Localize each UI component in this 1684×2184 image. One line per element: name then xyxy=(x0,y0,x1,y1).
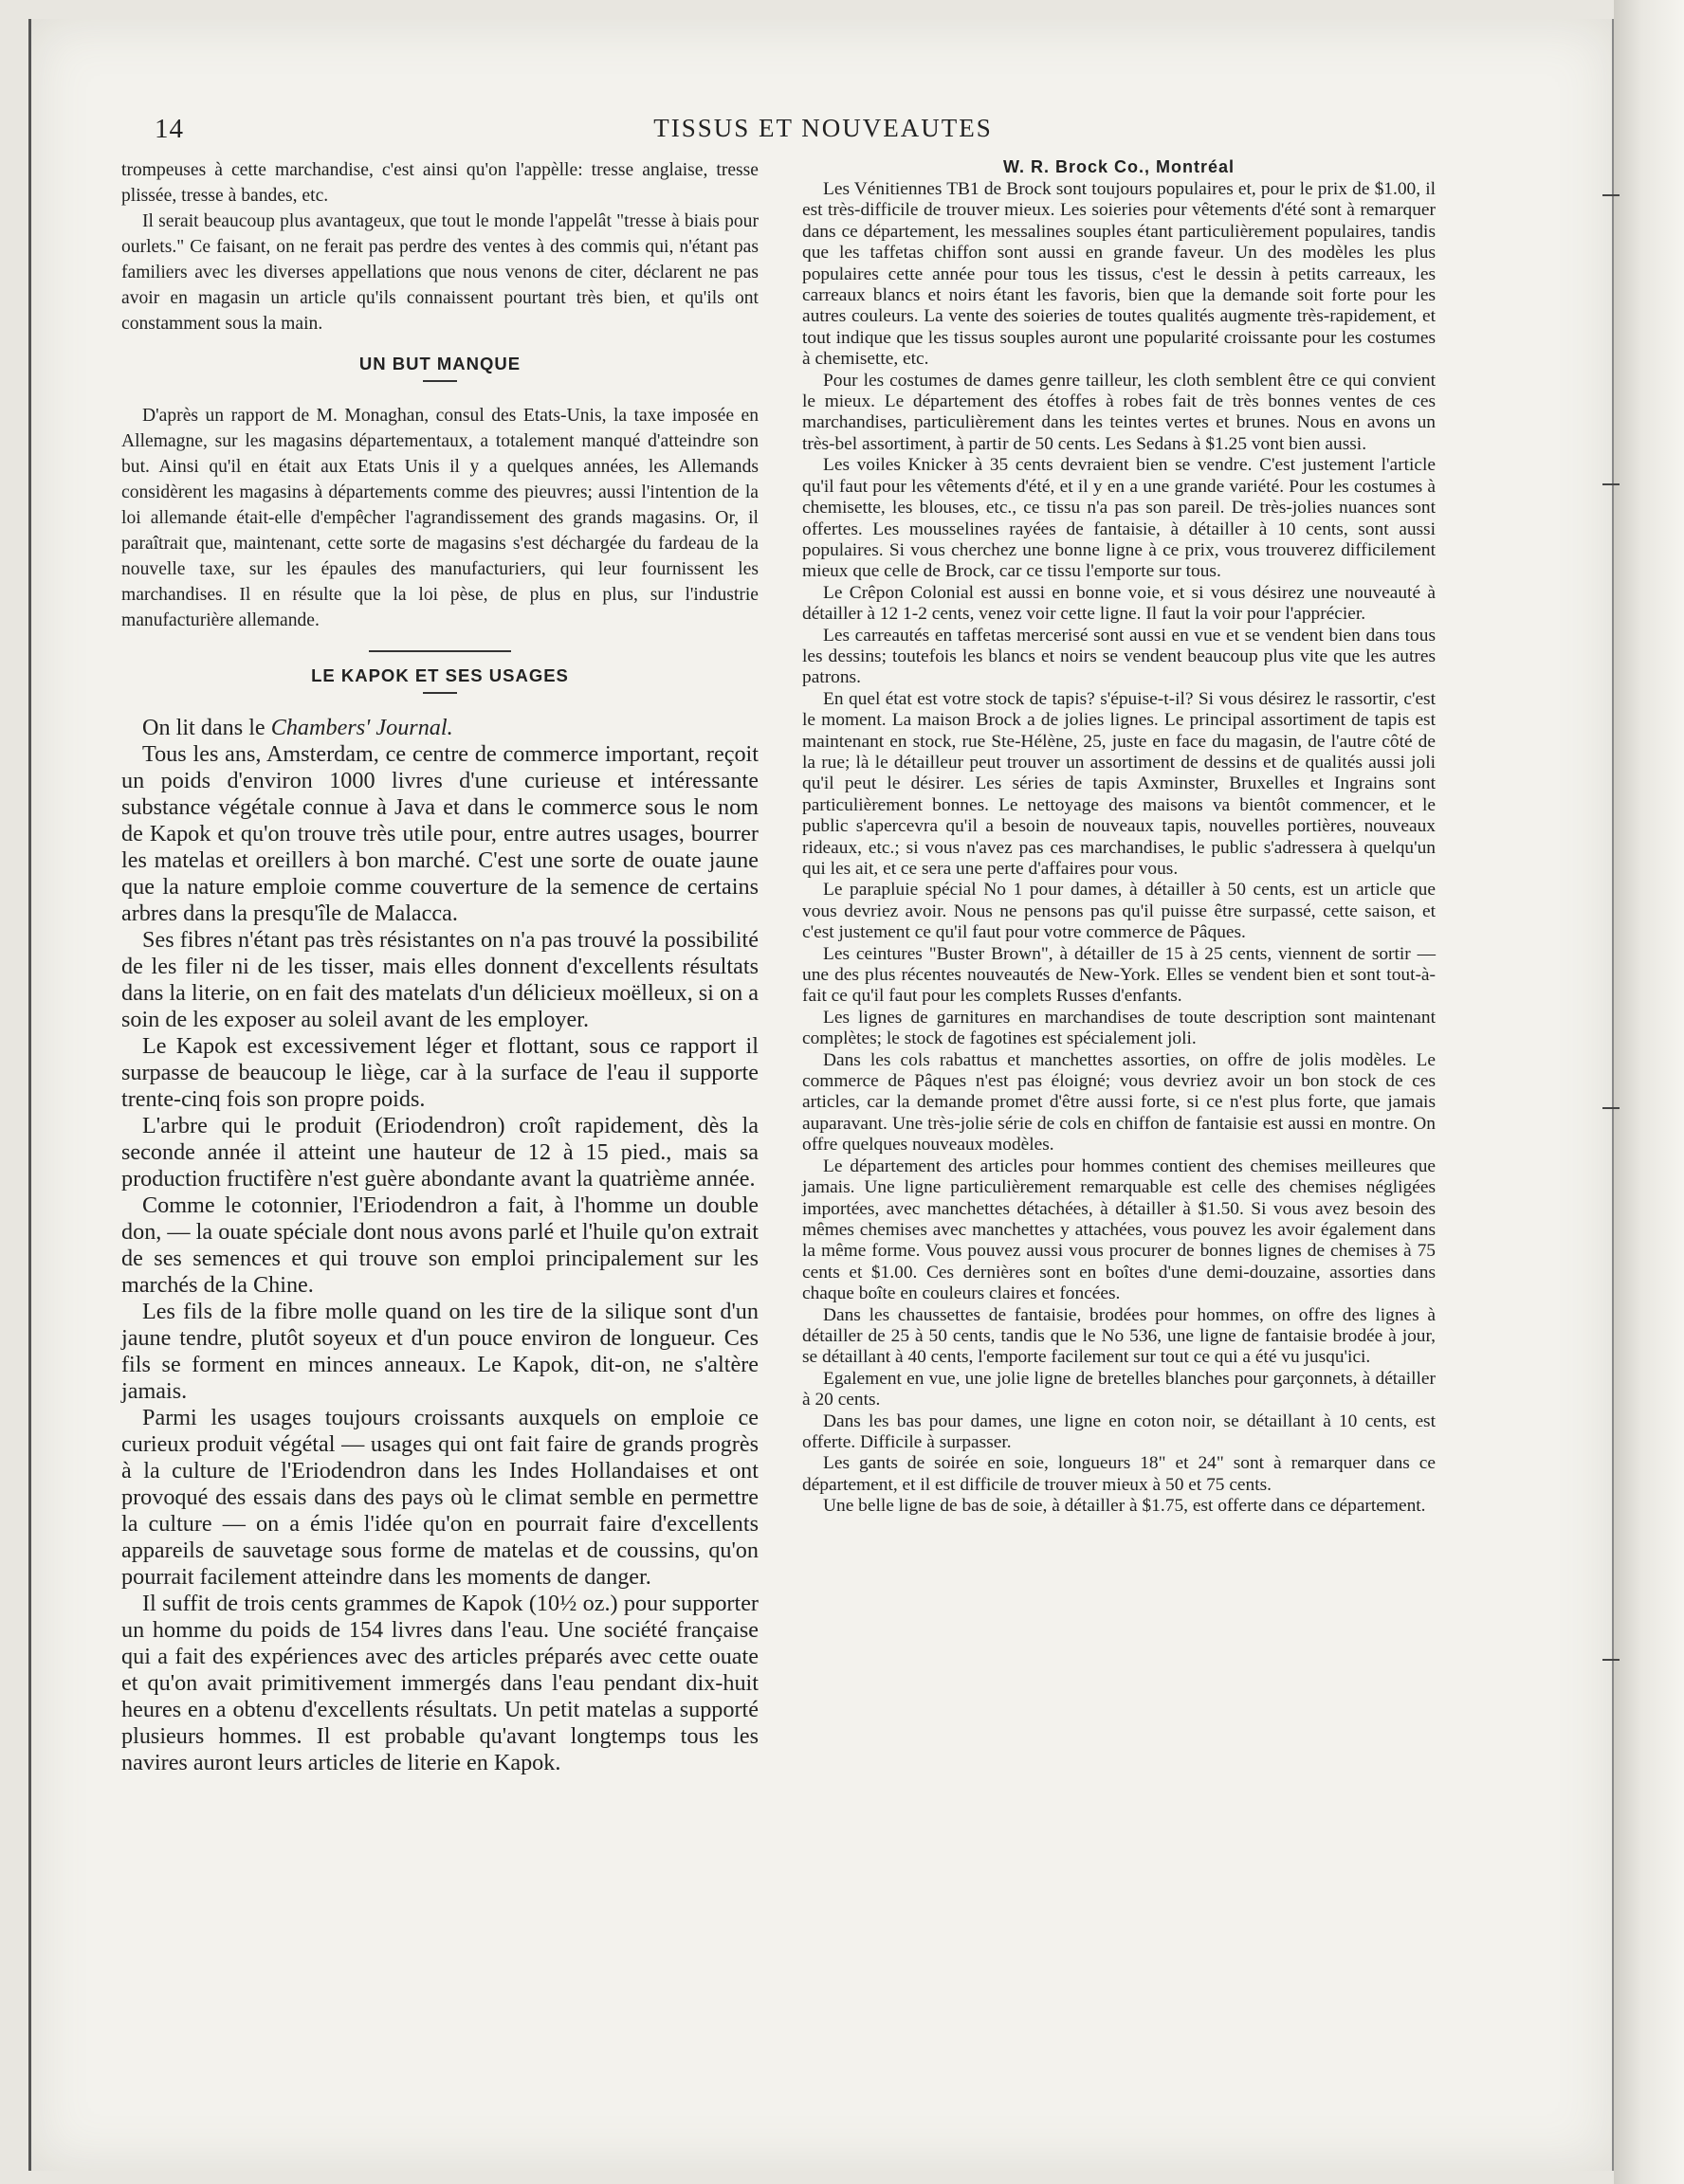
paragraph: Les voiles Knicker à 35 cents devraient bien se vendre. C'est justement l'article qu'il faut pour les vêtements d'été, et il y en a une grande variété. Pour les costumes à chemisette, les blouses, etc., ce tissu n'a pas son pareil. De très-jolies nuances sont offertes. Les mousselines rayées de fantaisie, à détailler à 10 cents, sont aussi populaires. Si vous cherchez une bonne ligne à ce prix, vous trouverez difficilement mieux que celle de Brock, car ce tissu l'emporte sur tous. xyxy=(802,455,1436,582)
paragraph: Comme le cotonnier, l'Eriodendron a fait, à l'homme un double don, — la ouate spéciale dont nous avons parlé et l'huile qu'on extrait de ses semences et qui trouve son emploi principalement sur les marchés de la Chine. xyxy=(121,1192,759,1298)
paragraph: Le Kapok est excessivement léger et flottant, sous ce rapport il surpasse de beaucoup le liège, car à la surface de l'eau il supporte trente-cinq fois son propre poids. xyxy=(121,1033,759,1112)
paragraph: Dans les chaussettes de fantaisie, brodées pour hommes, on offre des lignes à détailler de 25 à 50 cents, tandis que le No 536, une ligne de fantaisie brodée à jour, se détaillant à 40 cents, l'emporte facilement sur tout ce qui a été vu jusqu'ici. xyxy=(802,1304,1436,1368)
binding-line xyxy=(1612,19,1614,2171)
section-heading: UN BUT MANQUE xyxy=(358,354,522,373)
paragraph: En quel état est votre stock de tapis? s'épuise-t-il? Si vous désirez le rassortir, c'est le moment. La maison Brock a de jolies lignes. Le principal assortiment de tapis est maintenant en stock, rue Ste-Hélène, 25, juste en face du magasin, de l'autre côté de la rue; là le détailleur peut trouver un assortiment de dessins et de qualités aussi joli qu'il peut le désirer. Les séries de tapis Axminster, Bruxelles et Ingrains sont particulièrement bonnes. Le nettoyage des maisons va bientôt commencer, et le public s'apercevra qu'il a besoin de nouveaux tapis, nouvelles portières, nouveaux rideaux, etc.; si vous n'avez pas ces marchandises, le public s'adressera à quelqu'un qui les ait, et ce sera une perte d'affaires pour vous. xyxy=(802,688,1436,879)
paragraph: Une belle ligne de bas de soie, à détailler à $1.75, est offerte dans ce département. xyxy=(823,1496,1426,1517)
paragraph: Il suffit de trois cents grammes de Kapok (10½ oz.) pour supporter un homme du poids de 154 livres dans l'eau. Une société française qui a fait des expériences avec des articles préparés avec cette ouate et qu'on avait primitivement immergés dans l'eau pendant dix-huit heures en a obtenu d'excellents résultats. Un petit matelas a supporté plusieurs hommes. Il est probable qu'avant longtemps tous les navires auront leurs articles de literie en Kapok. xyxy=(121,1591,759,1775)
running-title: TISSUS ET NOUVEAUTES xyxy=(653,114,993,142)
paragraph: Le département des articles pour hommes contient des chemises meilleures que jamais. Une ligne particulièrement remarquable est celle des chemises négligées importées, avec manchettes détachées, à détailler à $1.50. Si vous avez besoin des mêmes chemises avec manchettes y attachées, vous pouvez les avoir également dans la même forme. Vous pouvez aussi vous procurer de bonnes lignes de chemises à 75 cents et $1.00. Ces dernières sont en boîtes d'une demi-douzaine, assorties dans chaque boîte en couleurs claires et foncées. xyxy=(802,1156,1436,1304)
paragraph xyxy=(121,715,759,741)
paragraph: Les lignes de garnitures en marchandises de toute description sont maintenant complètes; le stock de fagotines est spécialement joli. xyxy=(802,1007,1436,1049)
paragraph: Le parapluie spécial No 1 pour dames, à détailler à 50 cents, est un article que vous devriez avoir. Nous ne pensons pas qu'il puisse être surpassé, cette saison, et c'est justement ce qu'il faut pour votre commerce de Pâques. xyxy=(802,880,1436,943)
heading-rule xyxy=(423,380,457,382)
paragraph: Les gants de soirée en soie, longueurs 18" et 24" sont à remarquer dans ce département, et il est difficile de trouver mieux à 50 et 75 cents. xyxy=(802,1453,1436,1495)
binding-edge xyxy=(1614,0,1684,2184)
page-header xyxy=(31,114,1615,152)
right-column xyxy=(802,157,1436,1518)
binding-mark xyxy=(1602,194,1620,196)
page-number: 14 xyxy=(155,114,184,144)
section-heading: LE KAPOK ET SES USAGES xyxy=(311,665,569,685)
paragraph: Dans les bas pour dames, une ligne en coton noir, se détaillant à 10 cents, est offerte. Difficile à surpasser. xyxy=(802,1410,1436,1452)
binding-mark xyxy=(1602,483,1620,485)
paragraph: trompeuses à cette marchandise, c'est ainsi qu'on l'appèlle: tresse anglaise, tresse plissée, tresse à bandes, etc. xyxy=(121,160,759,206)
paragraph: Pour les costumes de dames genre tailleur, les cloth semblent être ce qui convient le mieux. Le département des étoffes à robes fait de très bonnes ventes de ces marchandises, particulièrement dans les teintes vertes et brunes. Nous en avons un très-bel assortiment, à partir de 50 cents. Les Sedans à $1.25 vont bien aussi. xyxy=(802,370,1436,454)
binding-mark xyxy=(1602,1659,1620,1661)
paragraph: D'après un rapport de M. Monaghan, consul des Etats-Unis, la taxe imposée en Allemagne, sur les magasins départementaux, a totalement manqué d'atteindre son but. Ainsi qu'il en était aux Etats Unis il y a quelques années, les Allemands considèrent les magasins à départements comme des pieuvres; aussi l'intention de la loi allemande était-elle d'empêcher l'agrandissement des grands magasins. Or, il paraîtrait que, maintenant, cette sorte de magasins s'est déchargée du fardeau de la nouvelle taxe, sur les épaules des manufacturiers, qui leur fournissent les marchandises. Il en résulte que la loi pèse, de plus en plus, sur l'industrie manufacturière allemande. xyxy=(121,406,759,630)
paragraph: Parmi les usages toujours croissants auxquels on emploie ce curieux produit végétal — usages qui ont fait faire de grands progrès à la culture de l'Eriodendron dans les Indes Hollandaises et ont provoqué des essais dans des pays où le climat semble en permettre la culture — on a émis l'idée qu'on en pourrait faire d'excellents appareils de sauvetage sous forme de matelas et de coussins, qu'on pourrait facilement atteindre dans les moments de danger. xyxy=(121,1405,759,1590)
journal-title: Chambers' Journal. xyxy=(270,715,453,740)
paragraph: Ses fibres n'étant pas très résistantes on n'a pas trouvé la possibilité de les filer ni de les tisser, mais elles donnent d'excellents résultats dans la literie, on en fait des matelats d'un délicieux moëlleux, si on a soin de les exposer au soleil avant de les employer. xyxy=(121,927,759,1032)
paragraph: Le Crêpon Colonial est aussi en bonne voie, et si vous désirez une nouveauté à détailler à 12 1-2 cents, venez voir cette ligne. Il faut la voir pour l'apprécier. xyxy=(802,582,1436,625)
section-separator xyxy=(369,650,511,652)
paragraph: Tous les ans, Amsterdam, ce centre de commerce important, reçoit un poids d'environ 1000 livres d'une curieuse et intéressante substance végétale connue à Java et dans le commerce sous le nom de Kapok et qu'on trouve très utile pour, entre autres usages, bourrer les matelas et oreillers à bon marché. C'est une sorte de ouate jaune que la nature emploie comme couverture de la semence de certains arbres dans la presqu'île de Malacca. xyxy=(121,741,759,926)
section-body xyxy=(121,715,759,1776)
paragraph: Dans les cols rabattus et manchettes assorties, on offre de jolis modèles. Le commerce de Pâques n'est pas éloigné; vous devriez avoir un bon stock de ces articles, car la demande promet d'être aussi forte, si ce n'est plus forte, que jamais auparavant. Une très-jolie série de cols en chiffon de fantaisie est aussi en montre. On offre quelques nouveaux modèles. xyxy=(802,1049,1436,1156)
lead-text: On lit dans le xyxy=(142,715,265,740)
left-column xyxy=(121,157,759,1776)
paragraph: Les fils de la fibre molle quand on les tire de la silique sont d'un jaune tendre, plutôt soyeux et d'un pouce environ de longueur. Ces fils se forment en minces anneaux. Le Kapok, dit-on, ne s'altère jamais. xyxy=(121,1299,759,1404)
heading-rule xyxy=(423,692,457,694)
paragraph: Les Vénitiennes TB1 de Brock sont toujours populaires et, pour le prix de $1.00, il est très-difficile de trouver mieux. Les soieries pour vêtements d'été sont à remarquer dans ce département, les messalines souples étant particulièrement populaires, tandis que les taffetas chiffon sont aussi en grande faveur. Un des modèles les plus populaires cette année pour tous les tissus, c'est le dessin à petits carreaux, les carreaux blancs et noirs étant les favoris, bien que la demande soit forte pour les autres couleurs. La vente des soieries de toutes qualités augmente très-rapidement, et tout indique que les tissus souples auront une popularité croissante pour les costumes à chemisette, etc. xyxy=(802,179,1436,370)
paragraph: Il serait beaucoup plus avantageux, que tout le monde l'appelât "tresse à biais pour ourlets." Ce faisant, on ne ferait pas perdre des ventes à des commis qui, n'étant pas familiers avec les diverses appellations que nous venons de citer, déclarent ne pas avoir en magasin un article qu'ils connaissent pourtant très bien, et qu'ils ont constamment sous la main. xyxy=(121,211,759,334)
paragraph: Les carreautés en taffetas mercerisé sont aussi en vue et se vendent bien dans tous les dessins; toutefois les blancs et noirs se vendent beaucoup plus vite que les autres patrons. xyxy=(802,625,1436,688)
paragraph: Les ceintures "Buster Brown", à détailler de 15 à 25 cents, viennent de sortir — une des plus récentes nouveautés de New-York. Elles se vendent bien et sont tout-à-fait ce qu'il faut pour les complets Russes d'enfants. xyxy=(802,943,1436,1007)
section-heading: W. R. Brock Co., Montréal xyxy=(1002,157,1236,176)
section-body xyxy=(121,403,759,633)
intro-block xyxy=(121,157,759,337)
paragraph: L'arbre qui le produit (Eriodendron) croît rapidement, dès la seconde année il atteint une hauteur de 12 à 15 pied., mais sa production fructifère n'est guère abondante avant la quatrième année. xyxy=(121,1113,759,1192)
paragraph: Egalement en vue, une jolie ligne de bretelles blanches pour garçonnets, à détailler à 20 cents. xyxy=(802,1368,1436,1410)
binding-mark xyxy=(1602,1107,1620,1109)
